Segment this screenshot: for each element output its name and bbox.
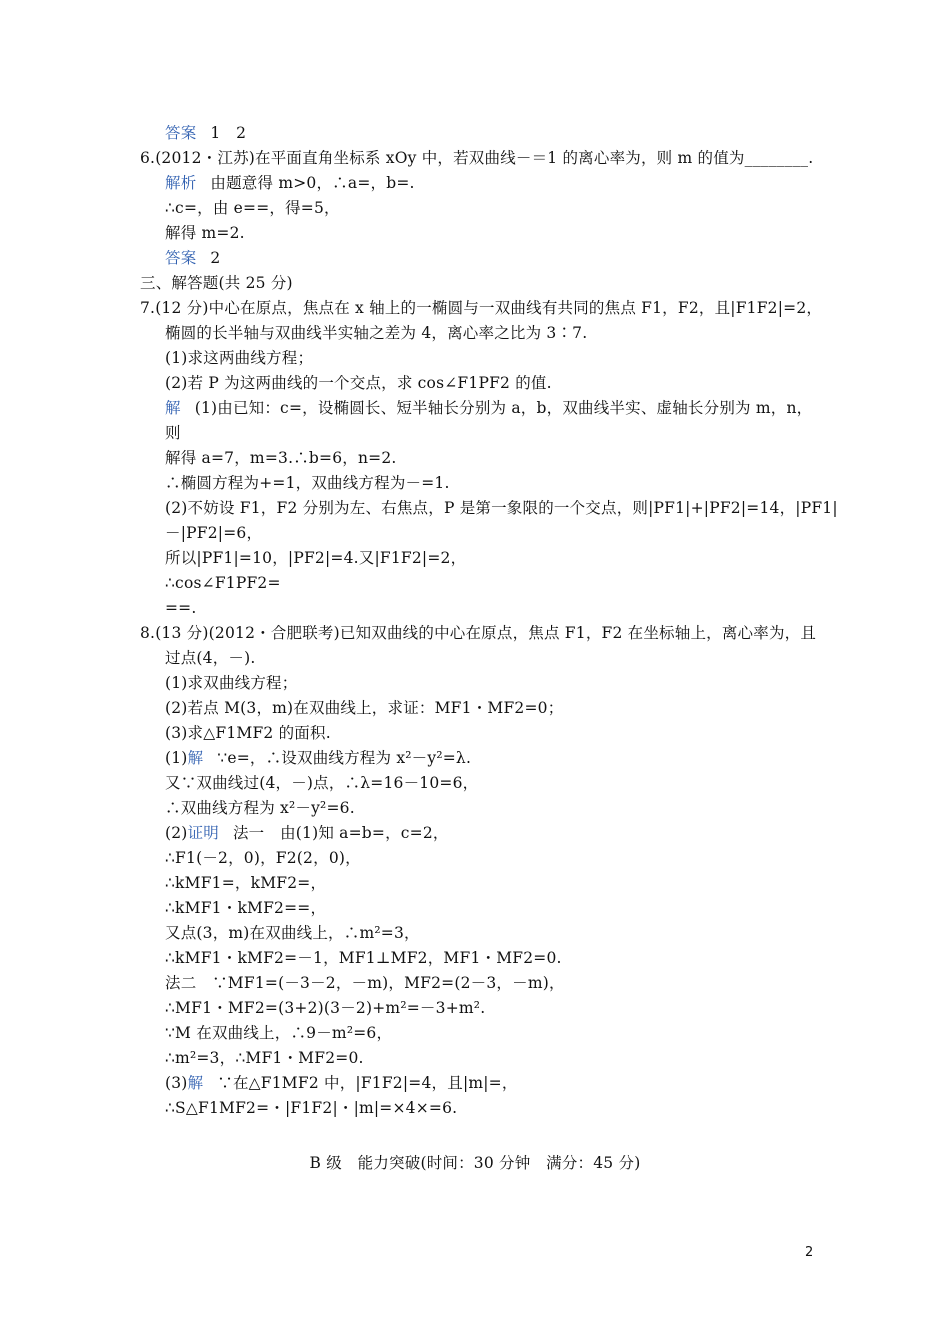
question-7-cont: 椭圆的长半轴与双曲线半实轴之差为 4，离心率之比为 3∶7. [165,324,588,342]
solution-line: ∴椭圆方程为+=1，双曲线方程为－=1. [165,474,450,492]
solution-line: 所以|PF1|=10，|PF2|=4.又|F1F2|=2， [165,549,467,567]
solution-line: (1)解 ∵e=，∴设双曲线方程为 x²－y²=λ. [165,749,472,767]
question-8: 8.(13 分)(2012・合肥联考)已知双曲线的中心在原点，焦点 F1，F2 在坐标轴上，离心率为，且 [140,624,817,642]
proof-line: ∴m²=3，∴MF1・MF2=0. [165,1049,364,1067]
solution-line: ==. [165,599,197,617]
question-7-part2: (2)若 P 为这两曲线的一个交点，求 cos∠F1PF2 的值. [165,374,552,392]
solution-line: 又∵双曲线过(4，－)点，∴λ=16－10=6， [165,774,479,792]
solution-tag: 解 [187,1074,204,1092]
question-8-cont: 过点(4，－). [165,649,256,667]
solution-tag: 解 [187,749,204,767]
solution-tag: 解 [165,399,181,417]
analysis-line: 解析 由题意得 m>0，∴a=，b=. [165,174,415,192]
answer-tag: 答案 [165,124,197,142]
proof-line: ∴kMF1=，kMF2=， [165,874,327,892]
proof-line: ∵M 在双曲线上，∴9－m²=6， [165,1024,393,1042]
question-7-part1: (1)求这两曲线方程； [165,349,314,367]
solution-line: 解 (1)由已知：c=，设椭圆长、短半轴长分别为 a，b，双曲线半实、虚轴长分别为 m，n， [165,399,813,417]
solution-line: 解得 a=7，m=3.∴b=6，n=2. [165,449,397,467]
solution-line: ∴双曲线方程为 x²－y²=6. [165,799,355,817]
solution-line: 则 [165,424,181,442]
section-title-b: B 级 能力突破(时间：30 分钟 满分：45 分) [309,1154,641,1172]
proof-line: ∴MF1・MF2=(3+2)(3－2)+m²=－3+m². [165,999,486,1017]
solution-line: ∴S△F1MF2=・|F1F2|・|m|=×4×=6. [165,1099,458,1117]
question-7: 7.(12 分)中心在原点，焦点在 x 轴上的一椭圆与一双曲线有共同的焦点 F1，F2，且|F1F2|=2， [140,299,823,317]
proof-line: ∴kMF1・kMF2==， [165,899,327,917]
section-heading: 三、解答题(共 25 分) [140,274,293,292]
proof-line: 法二 ∵MF1=(－3－2，－m)，MF2=(2－3，－m)， [165,974,565,992]
solution-line: (2)不妨设 F1，F2 分别为左、右焦点，P 是第一象限的一个交点，则|PF1|+|PF2|=14，|PF1| [165,499,838,517]
solution-line: ∴c=，由 e==，得=5， [165,199,340,217]
answer-line-5: 答案 1 2 [165,124,247,142]
answer-line-6: 答案 2 [165,249,221,267]
question-8-part2: (2)若点 M(3，m)在双曲线上，求证：MF1・MF2=0； [165,699,564,717]
proof-line: ∴kMF1・kMF2=－1，MF1⊥MF2，MF1・MF2=0. [165,949,562,967]
question-8-part1: (1)求双曲线方程； [165,674,298,692]
proof-line: 又点(3，m)在双曲线上，∴m²=3， [165,924,420,942]
answer-tag: 答案 [165,249,197,267]
proof-line: (2)证明 法一 由(1)知 a=b=，c=2， [165,824,449,842]
analysis-tag: 解析 [165,174,197,192]
solution-line: (3)解 ∵在△F1MF2 中，|F1F2|=4，且|m|=， [165,1074,518,1092]
page-number: 2 [805,1245,814,1260]
solution-line: ∴cos∠F1PF2= [165,574,281,592]
solution-line: －|PF2|=6， [165,524,263,542]
question-6: 6.(2012・江苏)在平面直角坐标系 xOy 中，若双曲线－＝1 的离心率为，则 m 的值为________. [140,149,814,167]
proof-line: ∴F1(－2，0)，F2(2，0)， [165,849,361,867]
question-8-part3: (3)求△F1MF2 的面积. [165,724,331,742]
proof-tag: 证明 [187,824,219,842]
solution-line: 解得 m=2. [165,224,245,242]
